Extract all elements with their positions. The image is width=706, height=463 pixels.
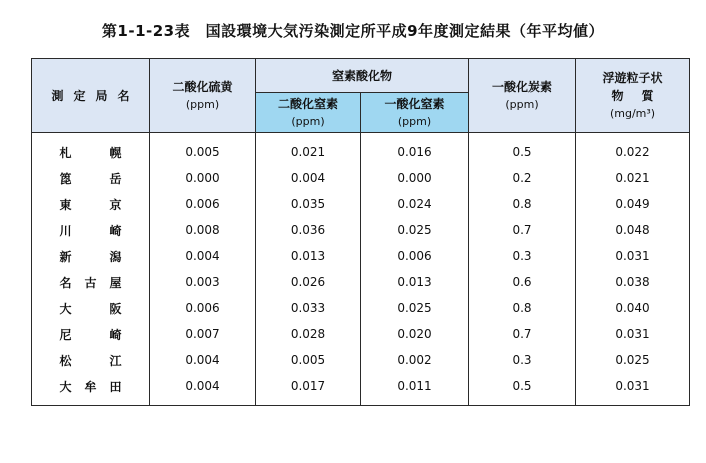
station-name xyxy=(60,300,122,317)
cell-spm: 0.048 xyxy=(576,217,690,243)
cell-station xyxy=(32,321,150,347)
cell-so2: 0.006 xyxy=(150,191,256,217)
cell-no: 0.025 xyxy=(361,217,469,243)
cell-no2: 0.017 xyxy=(256,373,361,406)
station-char: 新 xyxy=(59,249,72,264)
cell-no: 0.016 xyxy=(361,133,469,166)
cell-no2: 0.013 xyxy=(256,243,361,269)
station-name xyxy=(60,352,122,369)
cell-station xyxy=(32,191,150,217)
cell-no2: 0.035 xyxy=(256,191,361,217)
cell-spm: 0.031 xyxy=(576,321,690,347)
cell-no2: 0.033 xyxy=(256,295,361,321)
station-char: 崎 xyxy=(109,223,122,238)
cell-so2: 0.004 xyxy=(150,243,256,269)
cell-co: 0.6 xyxy=(469,269,576,295)
cell-so2: 0.007 xyxy=(150,321,256,347)
header-station xyxy=(32,59,150,133)
cell-no: 0.011 xyxy=(361,373,469,406)
cell-spm: 0.038 xyxy=(576,269,690,295)
table-row xyxy=(32,165,690,191)
cell-no2: 0.005 xyxy=(256,347,361,373)
cell-so2: 0.000 xyxy=(150,165,256,191)
cell-spm: 0.025 xyxy=(576,347,690,373)
table-row xyxy=(32,191,690,217)
header-spm-line2: 物質 xyxy=(611,88,672,103)
station-name xyxy=(60,326,122,343)
header-nox-group: 窒素酸化物 xyxy=(256,59,469,93)
station-name xyxy=(60,248,122,265)
cell-no2: 0.026 xyxy=(256,269,361,295)
station-name xyxy=(60,196,122,213)
cell-so2: 0.003 xyxy=(150,269,256,295)
station-name xyxy=(60,274,122,291)
cell-so2: 0.004 xyxy=(150,373,256,406)
header-no xyxy=(361,93,469,133)
station-char: 大 xyxy=(59,301,72,316)
cell-so2: 0.004 xyxy=(150,347,256,373)
station-char: 岳 xyxy=(109,171,122,186)
table-body xyxy=(32,133,690,406)
station-char: 田 xyxy=(109,379,122,394)
station-char: 箆 xyxy=(59,171,72,186)
cell-co: 0.5 xyxy=(469,133,576,166)
header-co-unit: (ppm) xyxy=(505,97,539,111)
table-row xyxy=(32,295,690,321)
header-spm-unit: (mg/m³) xyxy=(609,106,656,120)
header-co xyxy=(469,59,576,133)
cell-no: 0.025 xyxy=(361,295,469,321)
table-row xyxy=(32,243,690,269)
station-char: 札 xyxy=(59,145,72,160)
cell-spm: 0.049 xyxy=(576,191,690,217)
cell-no: 0.002 xyxy=(361,347,469,373)
cell-station xyxy=(32,133,150,166)
header-station-label: 測定局名 xyxy=(51,88,140,103)
cell-station xyxy=(32,243,150,269)
cell-so2: 0.008 xyxy=(150,217,256,243)
cell-co: 0.3 xyxy=(469,347,576,373)
cell-station xyxy=(32,295,150,321)
header-no2-label: 二酸化窒素 xyxy=(277,96,338,111)
station-char: 京 xyxy=(109,197,122,212)
station-char: 尼 xyxy=(59,327,72,342)
cell-no2: 0.028 xyxy=(256,321,361,347)
station-char: 名 xyxy=(59,275,72,290)
cell-no2: 0.004 xyxy=(256,165,361,191)
header-spm-line1: 浮遊粒子状 xyxy=(602,70,663,85)
cell-co: 0.5 xyxy=(469,373,576,406)
station-char: 阪 xyxy=(109,301,122,316)
cell-spm: 0.021 xyxy=(576,165,690,191)
station-char: 崎 xyxy=(109,327,122,342)
station-name xyxy=(60,144,122,161)
header-so2-unit: (ppm) xyxy=(185,97,220,111)
header-so2 xyxy=(150,59,256,133)
cell-co: 0.7 xyxy=(469,217,576,243)
table-row xyxy=(32,321,690,347)
cell-co: 0.3 xyxy=(469,243,576,269)
cell-station xyxy=(32,347,150,373)
cell-no: 0.013 xyxy=(361,269,469,295)
cell-station xyxy=(32,165,150,191)
station-char: 屋 xyxy=(109,275,122,290)
station-name xyxy=(60,222,122,239)
cell-no: 0.006 xyxy=(361,243,469,269)
table-row xyxy=(32,373,690,406)
station-char: 川 xyxy=(59,223,72,238)
table-row xyxy=(32,217,690,243)
cell-no: 0.020 xyxy=(361,321,469,347)
cell-station xyxy=(32,269,150,295)
cell-no2: 0.036 xyxy=(256,217,361,243)
measurement-table xyxy=(31,58,690,406)
header-no2 xyxy=(256,93,361,133)
station-char: 牟 xyxy=(84,379,97,394)
header-no-unit: (ppm) xyxy=(397,114,432,128)
table-row xyxy=(32,347,690,373)
station-char: 松 xyxy=(59,353,72,368)
header-so2-label: 二酸化硫黄 xyxy=(172,79,233,94)
station-char: 古 xyxy=(84,275,97,290)
cell-station xyxy=(32,373,150,406)
table-row xyxy=(32,133,690,166)
cell-no: 0.024 xyxy=(361,191,469,217)
cell-no2: 0.021 xyxy=(256,133,361,166)
station-char: 東 xyxy=(59,197,72,212)
station-char: 潟 xyxy=(109,249,122,264)
header-no-label: 一酸化窒素 xyxy=(384,96,445,111)
station-name xyxy=(60,170,122,187)
station-char: 幌 xyxy=(109,145,122,160)
cell-station xyxy=(32,217,150,243)
cell-co: 0.8 xyxy=(469,191,576,217)
cell-co: 0.8 xyxy=(469,295,576,321)
table-title: 第1-1-23表 国設環境大気汚染測定所平成9年度測定結果（年平均値） xyxy=(101,22,605,40)
cell-spm: 0.022 xyxy=(576,133,690,166)
cell-co: 0.2 xyxy=(469,165,576,191)
table-row xyxy=(32,269,690,295)
cell-spm: 0.031 xyxy=(576,243,690,269)
header-no2-unit: (ppm) xyxy=(291,114,325,128)
station-name xyxy=(60,378,122,395)
station-char: 大 xyxy=(59,379,72,394)
cell-no: 0.000 xyxy=(361,165,469,191)
cell-so2: 0.006 xyxy=(150,295,256,321)
header-spm xyxy=(576,59,690,133)
cell-spm: 0.040 xyxy=(576,295,690,321)
header-co-label: 一酸化炭素 xyxy=(492,79,553,94)
station-char: 江 xyxy=(109,353,122,368)
cell-co: 0.7 xyxy=(469,321,576,347)
cell-so2: 0.005 xyxy=(150,133,256,166)
cell-spm: 0.031 xyxy=(576,373,690,406)
